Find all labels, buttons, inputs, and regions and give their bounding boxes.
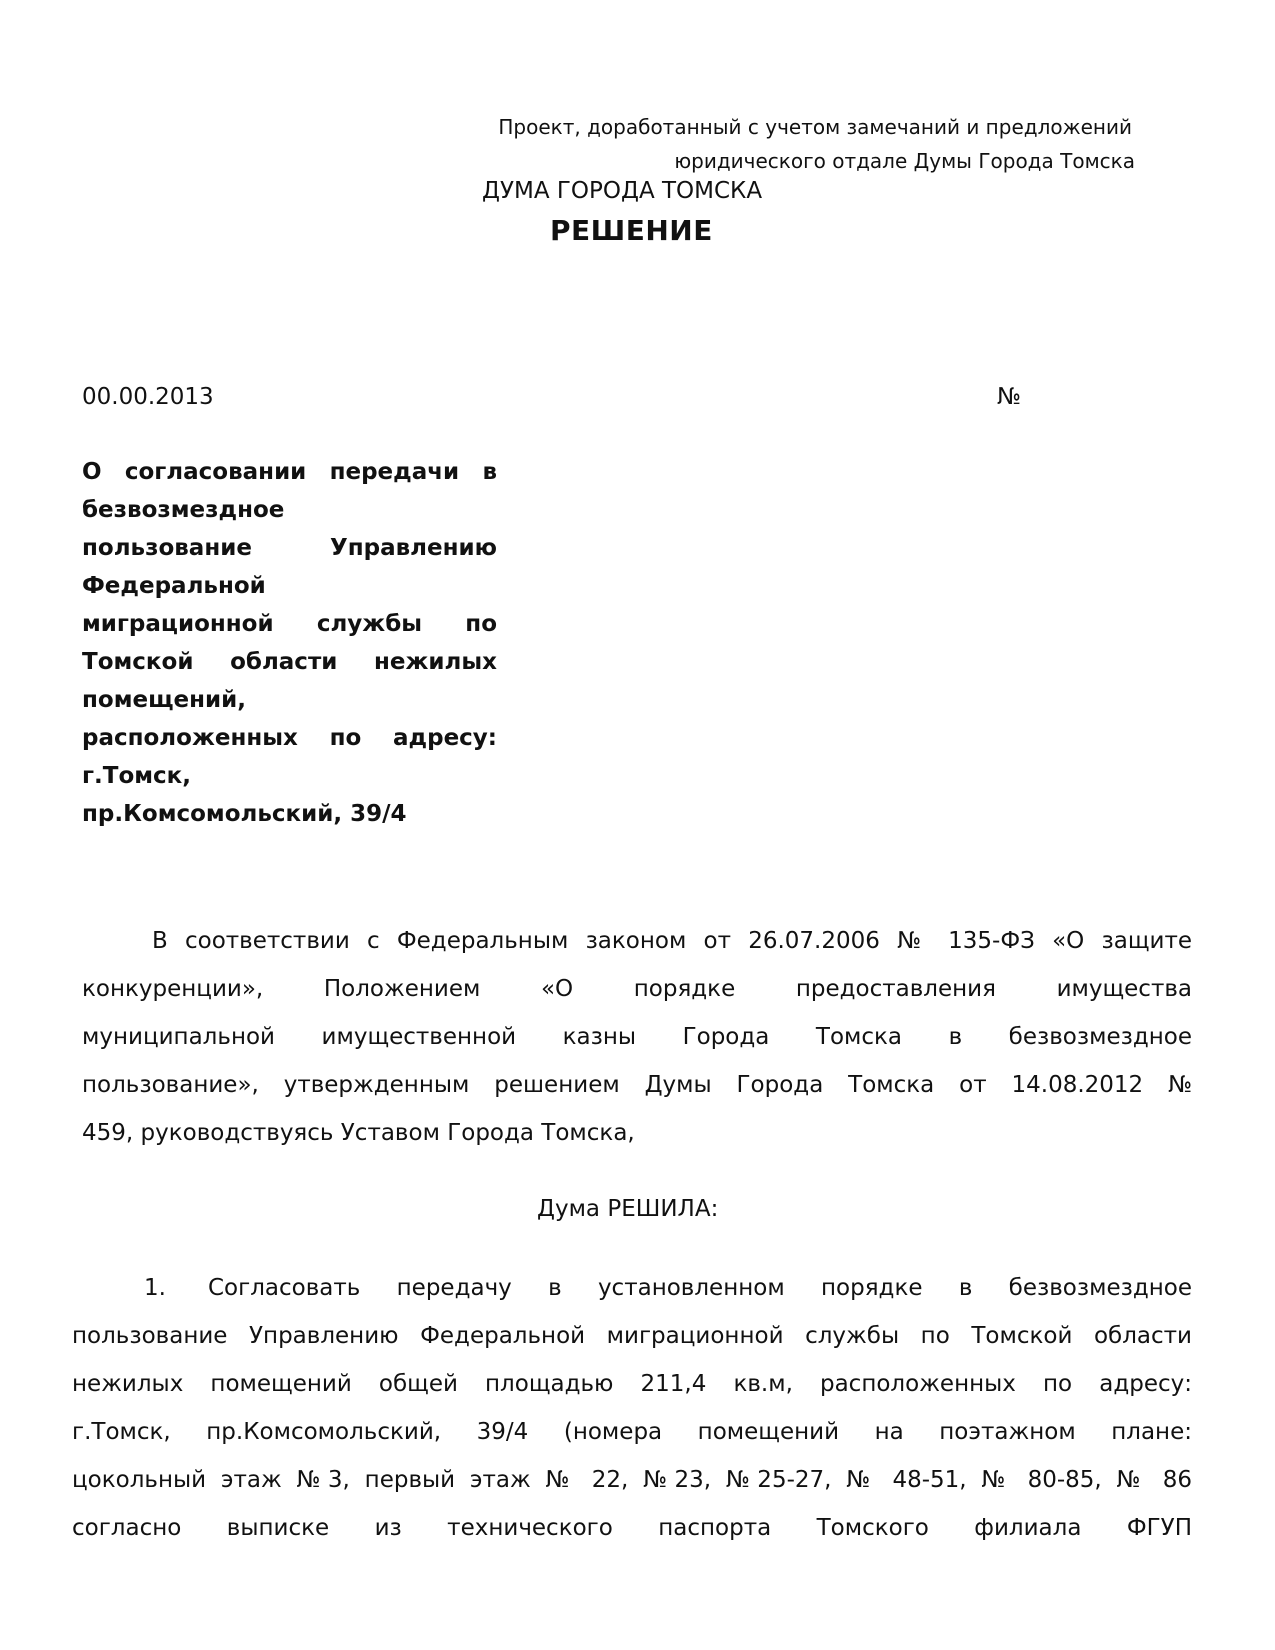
draft-note-line-2: юридического отдале Думы Города Томска [674,149,1135,173]
preamble-line: В соответствии с Федеральным законом от 26.07.2006 № 135-ФЗ «О защите [152,928,1192,954]
subject-line: г.Томск, [82,763,192,789]
item-line: г.Томск, пр.Комсомольский, 39/4 (номера помещений на поэтажном плане: [72,1419,1192,1445]
subject-line: пользование Управлению [82,535,497,561]
subject-line: расположенных по адресу: [82,725,497,751]
subject-line: Томской области нежилых [82,649,497,675]
preamble-line: конкуренции», Положением «О порядке предоставления имущества [82,976,1192,1002]
document-number-label: № [997,384,1021,410]
resolved-heading: Дума РЕШИЛА: [537,1196,719,1222]
subject-line: пр.Комсомольский, 39/4 [82,801,407,827]
subject-line: безвозмездное [82,497,285,523]
preamble-line: муниципальной имущественной казны Города Томска в безвозмездное [82,1024,1192,1050]
subject-line: помещений, [82,687,246,713]
item-line: цокольный этаж №3, первый этаж № 22, №23, №25-27, № 48-51, № 80-85, № 86 [72,1467,1192,1493]
draft-note-line-1: Проект, доработанный с учетом замечаний и предложений [498,115,1132,139]
subject-line: Федеральной [82,573,266,599]
preamble-paragraph [82,917,1192,1157]
preamble-line: пользование», утвержденным решением Думы Города Томска от 14.08.2012 № [82,1072,1192,1098]
item-line [72,1264,1192,1312]
subject-line: миграционной службы по [82,611,497,637]
item-number: 1. [144,1275,166,1301]
item-line-text: Согласовать передачу в установленном порядке в безвозмездное [208,1275,1192,1301]
item-line: согласно выписке из технического паспорта Томского филиала ФГУП [72,1515,1192,1541]
organization-name: ДУМА ГОРОДА ТОМСКА [482,178,763,204]
document-subject [82,453,497,833]
subject-line: О согласовании передачи в [82,459,497,485]
document-type-title: РЕШЕНИЕ [550,214,713,247]
item-line: нежилых помещений общей площадью 211,4 кв.м, расположенных по адресу: [72,1371,1192,1397]
item-line: пользование Управлению Федеральной миграционной службы по Томской области [72,1323,1192,1349]
resolution-item [72,1264,1192,1552]
document-date: 00.00.2013 [82,384,214,410]
preamble-line: 459, руководствуясь Уставом Города Томска, [82,1120,635,1146]
